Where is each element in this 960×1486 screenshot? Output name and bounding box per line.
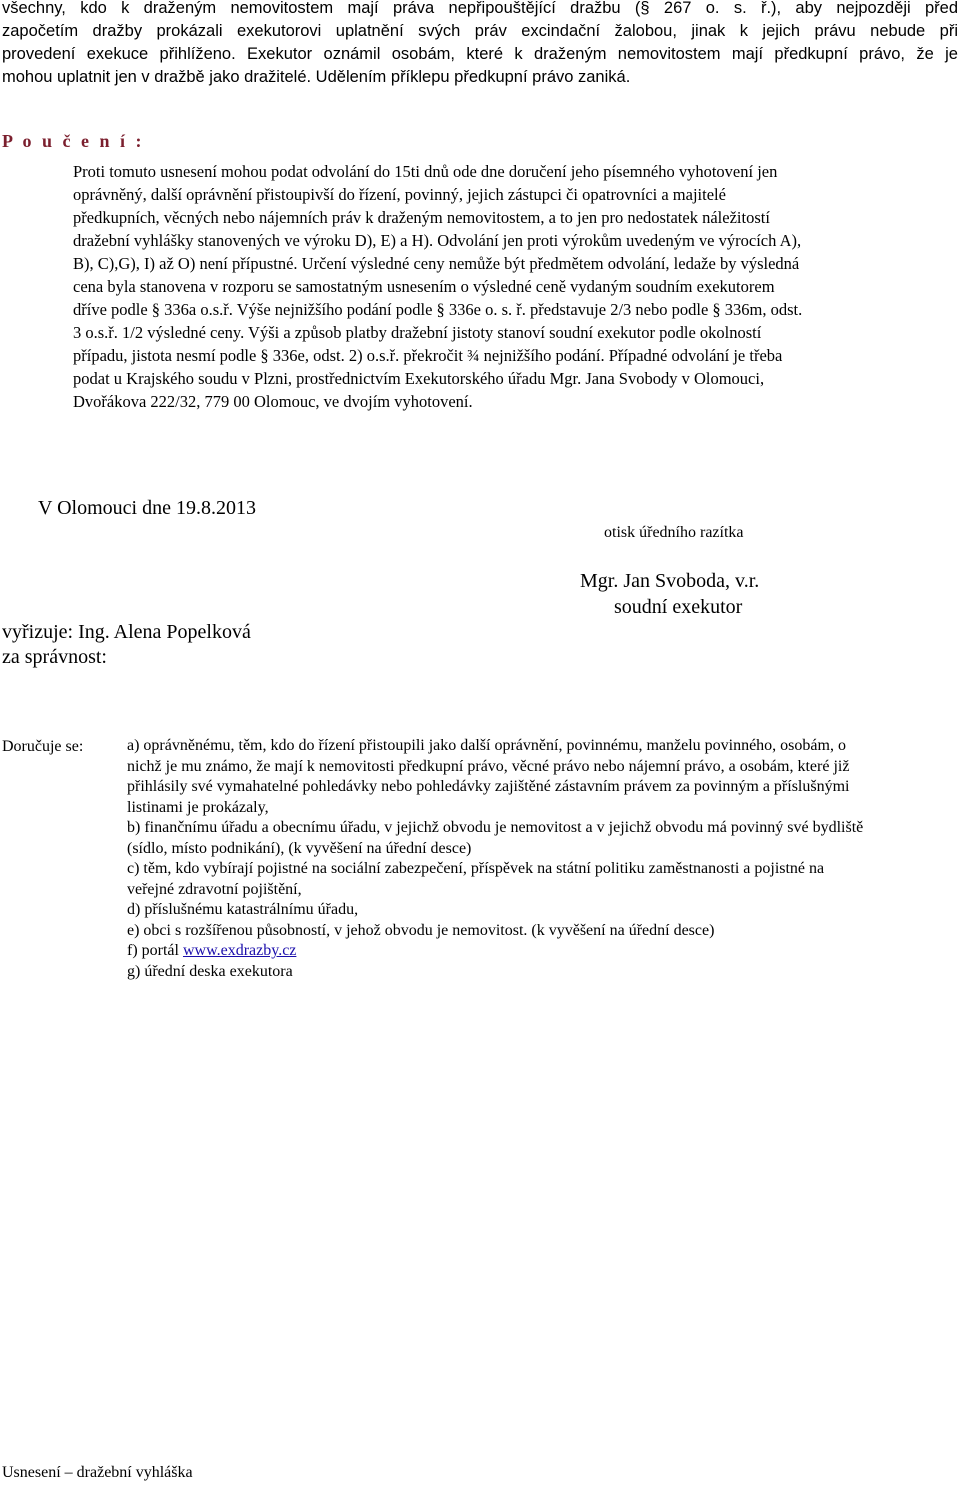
instruction-line: dražební vyhlášky stanovených ve výroku D), E) a H). Odvolání jen proti výrokům uvedeným ve výrocích A), bbox=[73, 231, 802, 250]
portal-prefix: f) portál bbox=[127, 942, 183, 959]
instruction-paragraph bbox=[73, 160, 958, 413]
instruction-line: dříve podle § 336a o.s.ř. Výše nejnižšího podání podle § 336e o. s. ř. představuje 2/3 nebo podle § 336m, odst. bbox=[73, 300, 803, 319]
delivery-line: d) příslušnému katastrálnímu úřadu, bbox=[127, 901, 359, 918]
delivery-line: veřejné zdravotní pojištění, bbox=[127, 880, 302, 898]
intro-line: mohou uplatnit jen v dražbě jako dražitelé. Udělením příklepu předkupní právo zaniká. bbox=[2, 68, 631, 86]
instruction-line: cena byla stanovena v rozporu se samostatným usnesením o výsledné ceně vydaným soudním exekutorem bbox=[73, 277, 775, 296]
handled-by: vyřizuje: Ing. Alena Popelková bbox=[2, 621, 251, 643]
instruction-line: 3 o.s.ř. 1/2 výsledné ceny. Výši a způsob platby dražební jistoty stanoví soudní exekutor podle okolností bbox=[73, 323, 762, 342]
delivery-line: přihlásily své vymahatelné pohledávky nebo pohledávky zajištěné zástavním právem za povinným a příslušnými bbox=[127, 778, 850, 795]
signer-role: soudní exekutor bbox=[614, 596, 743, 618]
footer-title: Usnesení – dražební vyhláška bbox=[2, 1464, 193, 1481]
intro-line: provedení exekuce přihlíženo. Exekutor oznámil osobám, které k draženým nemovitostem mají předkupní právo, že je bbox=[2, 45, 958, 63]
delivery-line-portal bbox=[127, 941, 959, 962]
delivery-line: g) úřední deska exekutora bbox=[127, 962, 293, 980]
instruction-line: případu, jistota nesmí podle § 336e, odst. 2) o.s.ř. překročit ¾ nejnižšího podání. Případné odvolání je třeba bbox=[73, 346, 783, 365]
intro-line: všechny, kdo k draženým nemovitostem mají práva nepřipouštějící dražbu (§ 267 o. s. ř.), aby nejpozději před bbox=[2, 0, 958, 17]
delivery-line: a) oprávněnému, těm, kdo do řízení přistoupili jako další oprávnění, povinnému, manželu povinného, osobám, o bbox=[127, 737, 846, 754]
instruction-line: B), C),G), I) až O) není přípustné. Určení výsledné ceny nemůže být předmětem odvolání, ledaže by výsledná bbox=[73, 254, 800, 273]
place-and-date: V Olomouci dne 19.8.2013 bbox=[38, 497, 256, 519]
delivery-line: listinami je prokázaly, bbox=[127, 798, 269, 816]
intro-line: započetím dražby prokázali exekutorovi uplatnění svých práv excindační žalobou, jinak k jejich právu nebude při bbox=[2, 22, 958, 40]
portal-link[interactable]: www.exdrazby.cz bbox=[182, 942, 297, 959]
instruction-line: Proti tomuto usnesení mohou podat odvolání do 15ti dnů ode dne doručení jeho písemného vyhotovení jen bbox=[73, 162, 778, 181]
instruction-line: podat u Krajského soudu v Plzni, prostřednictvím Exekutorského úřadu Mgr. Jana Svobody v Olomouci, bbox=[73, 369, 765, 388]
delivery-line: nichž je mu známo, že mají k nemovitosti předkupní právo, věcné právo nebo nájemní právo, a osobám, které již bbox=[127, 757, 850, 775]
correctness-note: za správnost: bbox=[2, 646, 107, 668]
delivery-line: e) obci s rozšířenou působností, v jehož obvodu je nemovitost. (k vyvěšení na úřední desce) bbox=[127, 921, 715, 939]
delivery-line: (sídlo, místo podnikání), (k vyvěšení na úřední desce) bbox=[127, 839, 472, 857]
instruction-heading: P o u č e n í : bbox=[2, 131, 145, 151]
delivery-line: b) finančnímu úřadu a obecnímu úřadu, v jejichž obvodu je nemovitost a v jejichž obvodu má povinný své bydliště bbox=[127, 819, 864, 836]
delivery-line: c) těm, kdo vybírají pojistné na sociální zabezpečení, příspěvek na státní politiku zaměstnanosti a pojistné na bbox=[127, 860, 825, 877]
signer-name: Mgr. Jan Svoboda, v.r. bbox=[580, 570, 760, 592]
delivery-list bbox=[127, 736, 959, 982]
intro-paragraph bbox=[2, 0, 958, 89]
stamp-note: otisk úředního razítka bbox=[604, 524, 744, 541]
instruction-line: oprávněný, další oprávnění přistoupivší do řízení, povinný, jejich zástupci či opatrovníci a majitelé bbox=[73, 185, 726, 204]
instruction-line: předkupních, věcných nebo nájemních práv k draženým nemovitostem, a to jen pro nedostatek náležitostí bbox=[73, 208, 770, 227]
delivery-label: Doručuje se: bbox=[2, 738, 84, 755]
instruction-line: Dvořákova 222/32, 779 00 Olomouc, ve dvojím vyhotovení. bbox=[73, 392, 473, 411]
